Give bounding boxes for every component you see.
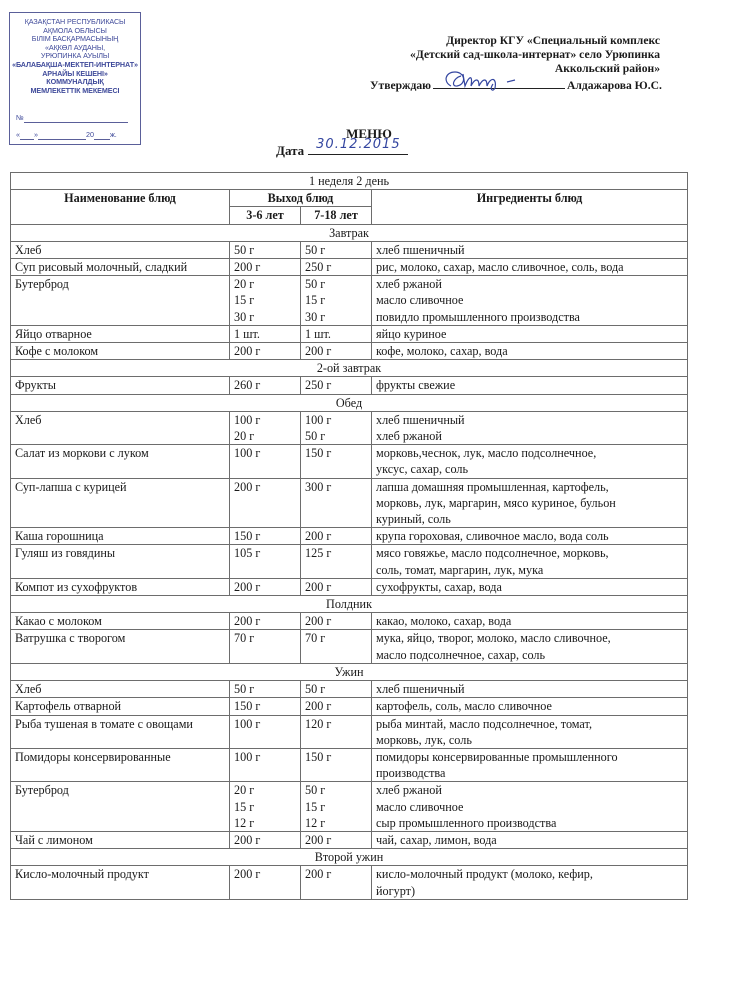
dish-name: Хлеб bbox=[11, 411, 230, 444]
yield-7-18-line: 50 г bbox=[305, 783, 326, 798]
yield-3-6 bbox=[230, 831, 301, 848]
yield-3-6 bbox=[230, 545, 301, 578]
yield-7-18-line: 125 г bbox=[305, 546, 332, 561]
date-value: 30.12.2015 bbox=[316, 137, 401, 152]
dish-name: Гуляш из говядины bbox=[11, 545, 230, 578]
yield-3-6 bbox=[230, 478, 301, 528]
menu-row bbox=[11, 613, 688, 630]
dish-name: Бутерброд bbox=[11, 782, 230, 832]
yield-7-18 bbox=[301, 259, 372, 276]
ingredients-line: морковь,чеснок, лук, масло подсолнечное, bbox=[376, 446, 597, 461]
yield-7-18-line: 200 г bbox=[305, 529, 332, 544]
dish-name: Суп рисовый молочный, сладкий bbox=[11, 259, 230, 276]
header-age-3-6: 3-6 лет bbox=[230, 207, 301, 224]
stamp-line: МЕМЛЕКЕТТІК МЕКЕМЕСІ bbox=[30, 85, 120, 95]
ingredients bbox=[372, 782, 688, 832]
yield-7-18 bbox=[301, 276, 372, 326]
yield-7-18-line: 150 г bbox=[305, 446, 332, 461]
approval-line: Директор КГУ «Специальный комплекс bbox=[446, 34, 660, 47]
header-yield: Выход блюд bbox=[230, 190, 372, 207]
yield-7-18 bbox=[301, 241, 372, 258]
stamp-line: ҚАЗАҚСТАН РЕСПУБЛИКАСЫ bbox=[24, 17, 126, 26]
menu-row bbox=[11, 630, 688, 663]
yield-3-6-line: 100 г bbox=[234, 716, 261, 731]
yield-7-18-line: 200 г bbox=[305, 614, 332, 629]
yield-7-18 bbox=[301, 578, 372, 595]
ingredients-line: соль, томат, маргарин, лук, мука bbox=[376, 562, 544, 577]
menu-row bbox=[11, 528, 688, 545]
yield-3-6 bbox=[230, 782, 301, 832]
ingredients-line: хлеб ржаной bbox=[376, 783, 442, 798]
ingredients-line: сухофрукты, сахар, вода bbox=[376, 579, 502, 594]
ingredients-line: масло сливочное bbox=[376, 799, 464, 814]
yield-3-6-line: 150 г bbox=[234, 529, 261, 544]
yield-7-18-line: 100 г bbox=[305, 412, 332, 427]
menu-row bbox=[11, 866, 688, 899]
menu-row bbox=[11, 377, 688, 394]
yield-3-6 bbox=[230, 343, 301, 360]
section-title: Завтрак bbox=[11, 224, 688, 241]
section-title: Второй ужин bbox=[11, 849, 688, 866]
ingredients-line: хлеб пшеничный bbox=[376, 682, 465, 697]
dish-name: Помидоры консервированные bbox=[11, 748, 230, 781]
yield-3-6 bbox=[230, 698, 301, 715]
yield-7-18 bbox=[301, 782, 372, 832]
yield-7-18 bbox=[301, 377, 372, 394]
dish-name: Чай с лимоном bbox=[11, 831, 230, 848]
header-ingredients: Ингредиенты блюд bbox=[372, 190, 688, 224]
ingredients bbox=[372, 377, 688, 394]
ingredients-line: лапша домашняя промышленная, картофель, bbox=[376, 479, 609, 494]
ingredients bbox=[372, 866, 688, 899]
dish-name: Хлеб bbox=[11, 681, 230, 698]
ingredients bbox=[372, 715, 688, 748]
signatory-name: Алдажарова Ю.С. bbox=[567, 79, 662, 92]
ingredients-line: масло подсолнечное, сахар, соль bbox=[376, 647, 546, 662]
yield-7-18 bbox=[301, 411, 372, 444]
menu-row bbox=[11, 831, 688, 848]
week-day-row bbox=[11, 173, 688, 190]
yield-7-18-line: 250 г bbox=[305, 260, 332, 275]
yield-3-6-line: 200 г bbox=[234, 260, 261, 275]
yield-3-6-line: 105 г bbox=[234, 546, 261, 561]
ingredients-line: мясо говяжье, масло подсолнечное, морковь, bbox=[376, 546, 609, 561]
ingredients bbox=[372, 343, 688, 360]
menu-table bbox=[10, 172, 688, 900]
ingredients-line: фрукты свежие bbox=[376, 378, 456, 393]
yield-7-18 bbox=[301, 613, 372, 630]
yield-3-6-line: 200 г bbox=[234, 344, 261, 359]
ingredients-line: масло сливочное bbox=[376, 293, 464, 308]
yield-3-6 bbox=[230, 377, 301, 394]
header-row bbox=[11, 190, 688, 207]
ingredients-line: морковь, лук, соль bbox=[376, 732, 472, 747]
yield-3-6-line: 100 г bbox=[234, 749, 261, 764]
yield-3-6 bbox=[230, 259, 301, 276]
yield-3-6-line: 70 г bbox=[234, 631, 255, 646]
stamp-line: «БАЛАБАҚША-МЕКТЕП-ИНТЕРНАТ» bbox=[12, 59, 138, 69]
yield-7-18 bbox=[301, 325, 372, 342]
section-header-row bbox=[11, 849, 688, 866]
yield-3-6-line: 150 г bbox=[234, 699, 261, 714]
dish-name: Хлеб bbox=[11, 241, 230, 258]
dish-name: Компот из сухофруктов bbox=[11, 578, 230, 595]
yield-7-18-line: 1 шт. bbox=[305, 326, 331, 341]
yield-7-18 bbox=[301, 343, 372, 360]
ingredients-line: рис, молоко, сахар, масло сливочное, соль, вода bbox=[376, 260, 624, 275]
dish-name: Каша горошница bbox=[11, 528, 230, 545]
approval-signature-row bbox=[370, 76, 662, 92]
yield-3-6-line: 12 г bbox=[234, 815, 255, 830]
ingredients bbox=[372, 528, 688, 545]
ingredients-line: хлеб пшеничный bbox=[376, 412, 465, 427]
yield-3-6-line: 200 г bbox=[234, 614, 261, 629]
dish-name: Суп-лапша с курицей bbox=[11, 478, 230, 528]
yield-7-18 bbox=[301, 681, 372, 698]
ingredients bbox=[372, 411, 688, 444]
yield-3-6-line: 20 г bbox=[234, 429, 255, 444]
ingredients bbox=[372, 478, 688, 528]
section-title: Полдник bbox=[11, 596, 688, 613]
yield-7-18-line: 30 г bbox=[305, 309, 326, 324]
section-title: Ужин bbox=[11, 663, 688, 680]
yield-3-6-line: 200 г bbox=[234, 579, 261, 594]
yield-7-18-line: 15 г bbox=[305, 293, 326, 308]
ingredients-line: помидоры консервированные промышленного bbox=[376, 749, 618, 764]
yield-3-6-line: 50 г bbox=[234, 682, 255, 697]
yield-3-6-line: 200 г bbox=[234, 479, 261, 494]
ingredients-line: производства bbox=[376, 766, 446, 781]
ingredients-line: чай, сахар, лимон, вода bbox=[376, 832, 497, 847]
dish-name: Яйцо отварное bbox=[11, 325, 230, 342]
yield-7-18 bbox=[301, 831, 372, 848]
ingredients bbox=[372, 578, 688, 595]
header-dish-name: Наименование блюд bbox=[11, 190, 230, 224]
yield-7-18 bbox=[301, 715, 372, 748]
ingredients bbox=[372, 613, 688, 630]
date-label: Дата bbox=[276, 143, 305, 158]
stamp-line: АРНАЙЫ КЕШЕНІ» bbox=[42, 68, 108, 78]
signature-line bbox=[433, 76, 565, 89]
section-title: 2-ой завтрак bbox=[11, 360, 688, 377]
dish-name: Рыба тушеная в томате с овощами bbox=[11, 715, 230, 748]
menu-row bbox=[11, 445, 688, 478]
yield-7-18 bbox=[301, 478, 372, 528]
yield-3-6 bbox=[230, 528, 301, 545]
ingredients-line: куриный, соль bbox=[376, 512, 451, 527]
menu-row bbox=[11, 241, 688, 258]
yield-3-6 bbox=[230, 241, 301, 258]
ingredients-line: морковь, лук, маргарин, мясо куриное, бульон bbox=[376, 495, 616, 510]
yield-3-6-line: 1 шт. bbox=[234, 326, 260, 341]
yield-7-18-line: 250 г bbox=[305, 378, 332, 393]
menu-row bbox=[11, 259, 688, 276]
ingredients-line: рыба минтай, масло подсолнечное, томат, bbox=[376, 716, 592, 731]
ingredients bbox=[372, 831, 688, 848]
ingredients bbox=[372, 748, 688, 781]
ingredients-line: хлеб ржаной bbox=[376, 429, 442, 444]
stamp-date-field: « » 20 ж. bbox=[16, 130, 117, 139]
yield-3-6-line: 15 г bbox=[234, 799, 255, 814]
dish-name: Какао с молоком bbox=[11, 613, 230, 630]
yield-3-6-line: 100 г bbox=[234, 412, 261, 427]
week-day-label: 1 неделя 2 день bbox=[11, 173, 688, 190]
yield-3-6 bbox=[230, 445, 301, 478]
yield-3-6-line: 50 г bbox=[234, 242, 255, 257]
yield-3-6 bbox=[230, 866, 301, 899]
header-age-7-18: 7-18 лет bbox=[301, 207, 372, 224]
section-header-row bbox=[11, 394, 688, 411]
ingredients-line: кофе, молоко, сахар, вода bbox=[376, 344, 508, 359]
stamp-line: «АҚКӨЛ АУДАНЫ, bbox=[44, 42, 105, 52]
yield-7-18-line: 200 г bbox=[305, 344, 332, 359]
dish-name: Кофе с молоком bbox=[11, 343, 230, 360]
ingredients-line: кисло-молочный продукт (молоко, кефир, bbox=[376, 867, 593, 882]
yield-7-18 bbox=[301, 545, 372, 578]
ingredients-line: какао, молоко, сахар, вода bbox=[376, 614, 512, 629]
yield-3-6 bbox=[230, 276, 301, 326]
ingredients bbox=[372, 698, 688, 715]
yield-7-18-line: 120 г bbox=[305, 716, 332, 731]
yield-7-18-line: 200 г bbox=[305, 832, 332, 847]
dish-name: Фрукты bbox=[11, 377, 230, 394]
stamp-line: АҚМОЛА ОБЛЫСЫ bbox=[43, 25, 107, 35]
yield-3-6 bbox=[230, 630, 301, 663]
yield-7-18-line: 200 г bbox=[305, 699, 332, 714]
ingredients-line: уксус, сахар, соль bbox=[376, 462, 469, 477]
section-header-row bbox=[11, 224, 688, 241]
yield-7-18 bbox=[301, 630, 372, 663]
menu-row bbox=[11, 681, 688, 698]
yield-3-6-line: 200 г bbox=[234, 867, 261, 882]
ingredients-line: йогурт) bbox=[376, 883, 416, 898]
yield-3-6 bbox=[230, 681, 301, 698]
ingredients-line: картофель, соль, масло сливочное bbox=[376, 699, 552, 714]
menu-row bbox=[11, 276, 688, 326]
stamp-line: БІЛІМ БАСҚАРМАСЫНЫҢ bbox=[31, 34, 119, 44]
stamp-line: УРЮПИНКА АУЫЛЫ bbox=[40, 51, 110, 61]
yield-7-18-line: 70 г bbox=[305, 631, 326, 646]
approve-label: Утверждаю bbox=[370, 79, 431, 92]
menu-row bbox=[11, 715, 688, 748]
yield-7-18-line: 50 г bbox=[305, 682, 326, 697]
section-header-row bbox=[11, 663, 688, 680]
yield-7-18 bbox=[301, 698, 372, 715]
yield-7-18-line: 15 г bbox=[305, 799, 326, 814]
ingredients-line: хлеб пшеничный bbox=[376, 242, 465, 257]
ingredients-line: хлеб ржаной bbox=[376, 277, 442, 292]
menu-row bbox=[11, 748, 688, 781]
menu-row bbox=[11, 578, 688, 595]
yield-3-6-line: 20 г bbox=[234, 783, 255, 798]
ingredients bbox=[372, 259, 688, 276]
signature-icon bbox=[441, 68, 561, 94]
menu-row bbox=[11, 698, 688, 715]
yield-7-18 bbox=[301, 748, 372, 781]
menu-row bbox=[11, 411, 688, 444]
ingredients-line: сыр промышленного производства bbox=[376, 815, 557, 830]
approval-line: «Детский сад-школа-интернат» село Урюпинка bbox=[410, 48, 660, 61]
section-header-row bbox=[11, 360, 688, 377]
yield-7-18-line: 150 г bbox=[305, 749, 332, 764]
yield-7-18-line: 50 г bbox=[305, 429, 326, 444]
yield-3-6 bbox=[230, 411, 301, 444]
yield-3-6-line: 15 г bbox=[234, 293, 255, 308]
yield-3-6-line: 20 г bbox=[234, 277, 255, 292]
yield-3-6-line: 200 г bbox=[234, 832, 261, 847]
menu-row bbox=[11, 545, 688, 578]
ingredients bbox=[372, 545, 688, 578]
yield-3-6 bbox=[230, 325, 301, 342]
yield-7-18-line: 50 г bbox=[305, 242, 326, 257]
menu-row bbox=[11, 343, 688, 360]
ingredients-line: яйцо куриное bbox=[376, 326, 447, 341]
date-row bbox=[276, 137, 408, 159]
yield-3-6-line: 260 г bbox=[234, 378, 261, 393]
yield-3-6-line: 100 г bbox=[234, 446, 261, 461]
yield-3-6 bbox=[230, 613, 301, 630]
yield-7-18 bbox=[301, 528, 372, 545]
yield-7-18-line: 200 г bbox=[305, 579, 332, 594]
date-line bbox=[308, 137, 408, 155]
yield-3-6 bbox=[230, 578, 301, 595]
menu-row bbox=[11, 782, 688, 832]
ingredients-line: мука, яйцо, творог, молоко, масло сливочное, bbox=[376, 631, 611, 646]
yield-3-6 bbox=[230, 748, 301, 781]
yield-7-18 bbox=[301, 445, 372, 478]
dish-name: Картофель отварной bbox=[11, 698, 230, 715]
ingredients bbox=[372, 276, 688, 326]
ingredients bbox=[372, 325, 688, 342]
ingredients-line: крупа гороховая, сливочное масло, вода соль bbox=[376, 529, 609, 544]
yield-3-6-line: 30 г bbox=[234, 309, 255, 324]
stamp-number-field: № bbox=[16, 114, 134, 123]
ingredients bbox=[372, 445, 688, 478]
menu-row bbox=[11, 325, 688, 342]
menu-row bbox=[11, 478, 688, 528]
dish-name: Бутерброд bbox=[11, 276, 230, 326]
ingredients bbox=[372, 241, 688, 258]
approval-line: Аккольский район» bbox=[554, 62, 660, 75]
ingredients-line: повидло промышленного производства bbox=[376, 309, 580, 324]
dish-name: Салат из моркови с луком bbox=[11, 445, 230, 478]
section-header-row bbox=[11, 596, 688, 613]
yield-7-18-line: 200 г bbox=[305, 867, 332, 882]
page-title: МЕНЮ bbox=[346, 126, 392, 141]
ingredients bbox=[372, 630, 688, 663]
yield-3-6 bbox=[230, 715, 301, 748]
section-title: Обед bbox=[11, 394, 688, 411]
dish-name: Ватрушка с творогом bbox=[11, 630, 230, 663]
yield-7-18-line: 50 г bbox=[305, 277, 326, 292]
yield-7-18-line: 12 г bbox=[305, 815, 326, 830]
stamp-line: КОММУНАЛДЫҚ bbox=[46, 77, 104, 87]
ingredients bbox=[372, 681, 688, 698]
yield-7-18-line: 300 г bbox=[305, 479, 332, 494]
yield-7-18 bbox=[301, 866, 372, 899]
dish-name: Кисло-молочный продукт bbox=[11, 866, 230, 899]
